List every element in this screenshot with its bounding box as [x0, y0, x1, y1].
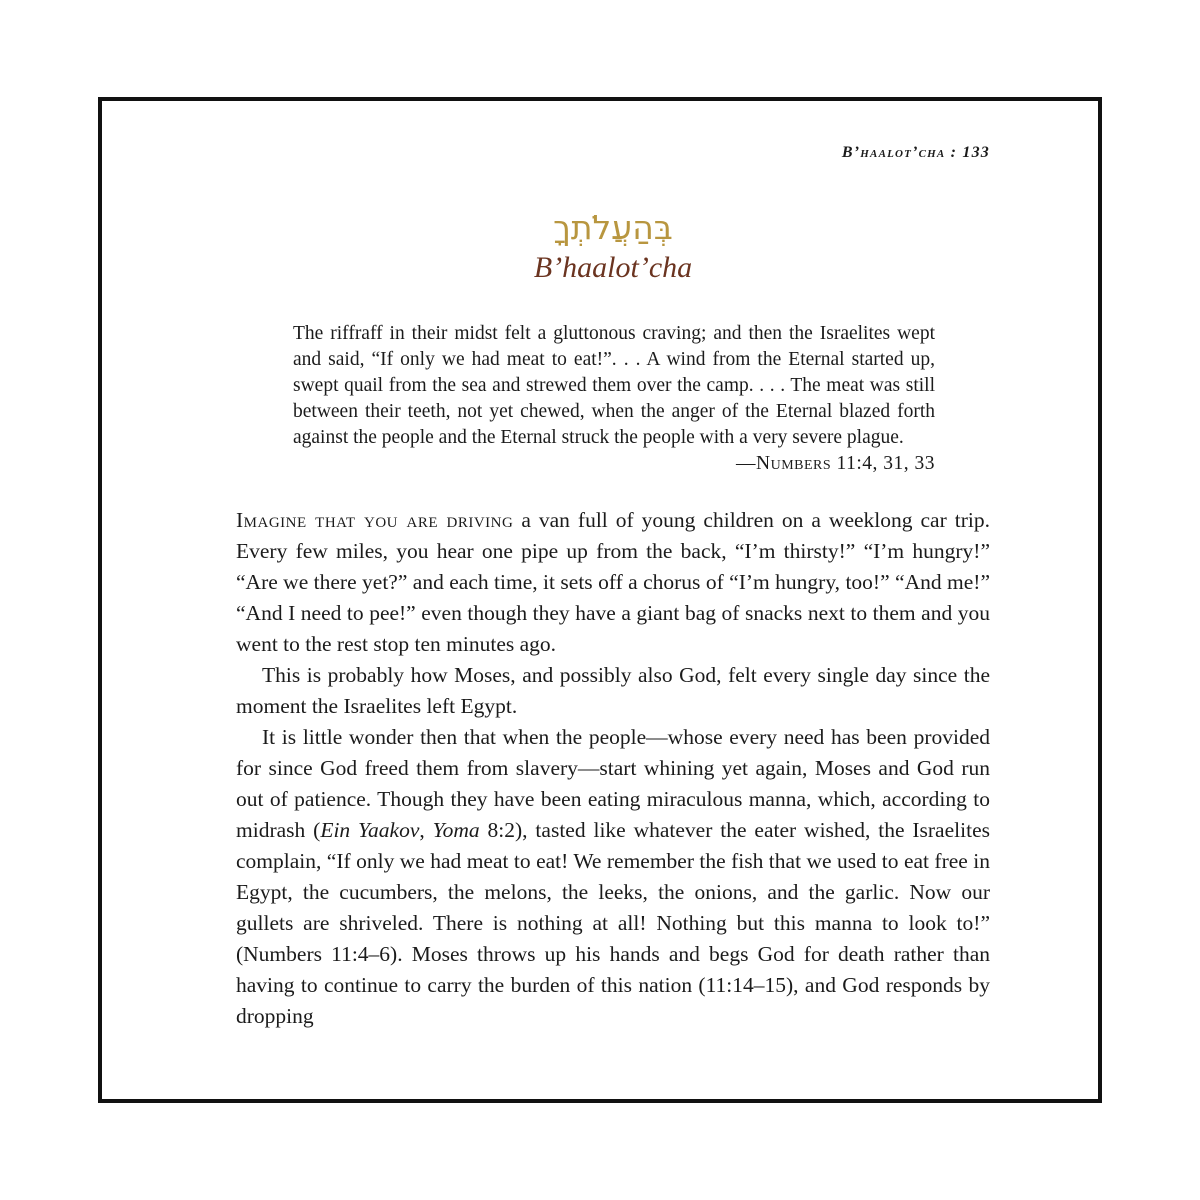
- text-run: This is probably how Moses, and possibly also God, felt every single day since the moment the Israelites left Egypt.: [236, 663, 990, 718]
- text-run: Ein Yaakov: [320, 818, 420, 842]
- body-paragraph: [236, 505, 990, 660]
- epigraph-attribution: —Numbers 11:4, 31, 33: [736, 453, 935, 474]
- transliterated-title: B’haalot’cha: [533, 251, 693, 284]
- running-head-separator: :: [945, 144, 963, 161]
- page-frame: [98, 97, 1102, 1103]
- text-run: a van full of young children on a weeklong car trip. Every few miles, you hear one pipe up from the back, “I’m thirsty!” “I’m hungry!” “Are we there yet?” and each time, it sets off a chorus of “I’m hungry, too!” “And me!” “And I need to pee!” even though they have a giant bag of snacks next to them and you went to the rest stop ten minutes ago.: [236, 508, 990, 656]
- hebrew-title: בְּהַעֲלֹתְךָ: [553, 208, 673, 247]
- epigraph-text: The riffraff in their midst felt a gluttonous craving; and then the Israelites wept and said, “If only we had meat to eat!”. . . A wind from the Eternal started up, swept quail from the sea and strewed them over the camp. . . . The meat was still between their teeth, not yet chewed, when the anger of the Eternal blazed forth against the people and the Eternal struck the people with a very severe plague.: [293, 323, 935, 448]
- text-run: Imagine that you are driving: [236, 508, 514, 532]
- text-run: It is little wonder then that when the people—whose every need has been provided for since God freed them from slavery—start whining yet again, Moses and God run out of patience. Though they have been eating miraculous manna, which, according to midrash (: [236, 725, 990, 842]
- body-text: [236, 505, 990, 1032]
- body-paragraph: [236, 660, 990, 722]
- text-run: ,: [419, 818, 433, 842]
- text-run: 8:2), tasted like whatever the eater wished, the Israelites complain, “If only we had meat to eat! We remember the fish that we used to eat free in Egypt, the cucumbers, the melons, the leeks, the onions, and the garlic. Now our gullets are shriveled. There is nothing at all! Nothing but this manna to look to!” (Numbers 11:4–6). Moses throws up his hands and begs God for death rather than having to continue to carry the burden of this nation (11:14–15), and God responds by dropping: [236, 818, 990, 1028]
- page-content: [236, 143, 990, 1032]
- text-run: Yoma: [432, 818, 480, 842]
- running-head-title: B’haalot’cha: [841, 144, 946, 161]
- body-paragraph: [236, 722, 990, 1032]
- running-head: [236, 143, 990, 163]
- running-head-page-number: 133: [962, 144, 990, 161]
